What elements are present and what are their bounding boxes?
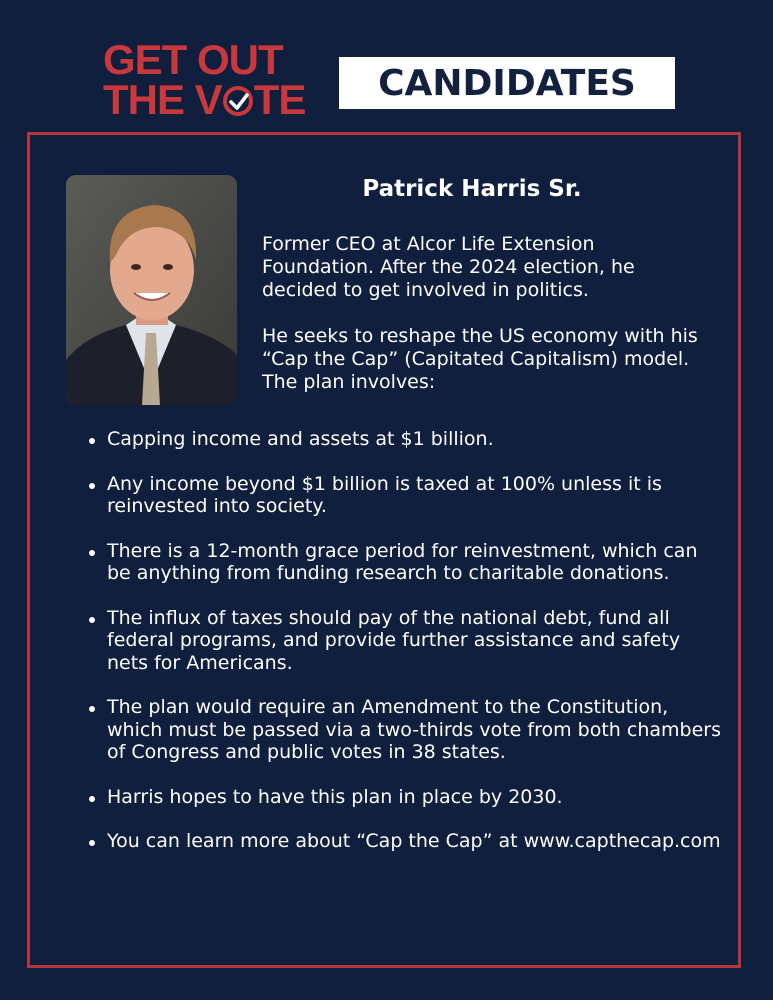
bio-paragraph: He seeks to reshape the US economy with his “Cap the Cap” (Capitated Capitalism) model. The plan involves: <box>262 325 698 393</box>
list-item: Capping income and assets at $1 billion. <box>84 428 724 451</box>
logo-line-2 <box>103 76 313 123</box>
list-item: The influx of taxes should pay of the national debt, fund all federal programs, and provide further assistance and safety nets for Americans. <box>84 607 724 675</box>
logo-line-2-part-a: THE V <box>103 76 222 123</box>
check-circle-icon <box>223 86 253 116</box>
get-out-the-vote-logo <box>103 36 313 123</box>
list-item: There is a 12-month grace period for reinvestment, which can be anything from funding research to charitable donations. <box>84 540 724 585</box>
candidate-portrait-icon <box>66 175 237 405</box>
candidate-bio <box>262 233 702 417</box>
logo-line-2-part-b: TE <box>253 76 306 123</box>
plan-points-list <box>84 428 724 875</box>
candidate-name: Patrick Harris Sr. <box>362 176 582 202</box>
bio-paragraph: Former CEO at Alcor Life Extension Foundation. After the 2024 election, he decided to get involved in politics. <box>262 233 635 301</box>
list-item: Harris hopes to have this plan in place by 2030. <box>84 786 724 809</box>
list-item: The plan would require an Amendment to the Constitution, which must be passed via a two-thirds vote from both chambers of Congress and public votes in 38 states. <box>84 696 724 764</box>
candidate-photo <box>66 175 237 405</box>
candidates-badge: CANDIDATES <box>339 57 675 109</box>
list-item: You can learn more about “Cap the Cap” at www.capthecap.com <box>84 830 724 853</box>
list-item: Any income beyond $1 billion is taxed at 100% unless it is reinvested into society. <box>84 473 724 518</box>
logo-line-1: GET OUT <box>103 36 283 83</box>
